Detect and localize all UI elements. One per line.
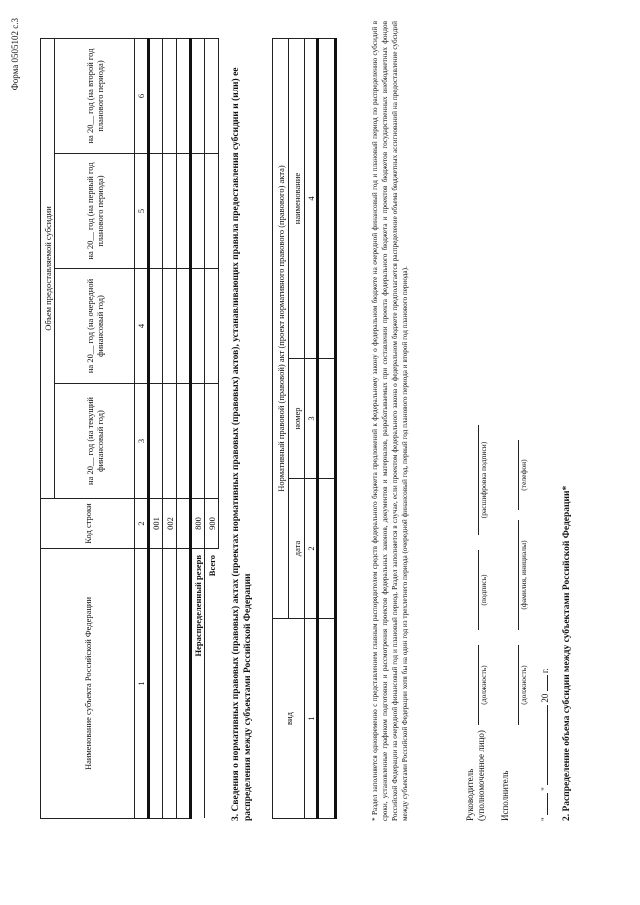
header-kind: вид [273,619,305,819]
header-act: Нормативный правовой (правовой) акт (проект нормативного правового (правового) акта) [273,38,289,618]
executor-fio-caption: (фамилия, инициалы) [519,540,528,610]
date-year-prefix: 20 [540,693,550,703]
date-quote-close: " [540,787,550,791]
region-cell [177,549,191,819]
head-position-line [466,645,479,725]
executor-position-line [506,645,519,725]
executor-phone-line [506,440,519,510]
executor-label: Исполнитель [500,770,510,821]
col-number: 4 [305,38,318,358]
section2-title: 2. Распределение объема субсидии между субъектами Российской Федерации* [562,485,572,821]
col-number: 3 [305,359,318,479]
col-number: 5 [135,154,149,269]
normative-acts-table [272,38,337,819]
header-number: номер [289,359,305,479]
header-date: дата [289,479,305,619]
region-cell [149,549,163,819]
header-year-plan1: на 20__ год (на первый год планового периода) [55,154,135,269]
form-code: Форма 0505102 с.3 [10,18,20,91]
col-number: 1 [135,549,149,819]
total-row [205,38,219,818]
reserve-row [191,38,205,818]
header-region: Наименование субъекта Российской Федерации [41,549,135,819]
col-number: 4 [135,269,149,384]
reserve-label: Нераспределенный резерв [191,549,205,819]
header-year-plan2: на 20__ год (на второй год планового периода) [55,38,135,153]
header-volume: Объем предоставляемой субсидии [41,38,55,498]
executor-position-caption: (должность) [519,665,528,705]
head-signature-caption: (подпись) [479,574,488,606]
row-code: 002 [163,499,177,549]
table-row [318,38,336,818]
header-year-current: на 20__ год (на текущий финансовый год) [55,384,135,499]
head-position-caption: (должность) [479,665,488,705]
head-decoding-line [466,425,479,535]
executor-fio-line [506,520,519,630]
date-quote-open: " [540,817,550,821]
head-signature-line [466,550,479,630]
executor-phone-caption: (телефон) [519,459,528,491]
col-number: 2 [135,499,149,549]
row-code: 001 [149,499,163,549]
header-year-next: на 20__ год (на очередной финансовый год) [55,269,135,384]
col-number: 6 [135,38,149,153]
footnote: * Раздел заполняется одновременно с представлением главным распорядителем средств федерального бюджета предложений к федеральному закону о федеральном бюджете на очередной финансовый год и плановый период по распределению субсидий в сроки, установленные графиком подготовки и рассмотрения проектов федеральных законов, документов и материалов, разрабатываемых при составлении проекта федерального бюджета и проектов бюджетов государственных внебюджетных фондов Российской Федерации на очередной финансовый год и плановый период. Раздел заполняется в случае, если проектом федерального закона о федеральном бюджете предполагается распределение объема бюджетных ассигнований на предоставление субсидий между субъектами Российской Федерации хотя бы на один год из трехлетнего периода (очередной финансовый год, первый год планового периода и второй год планового периода). [371,21,409,821]
col-number: 2 [305,479,318,619]
table-row [177,38,191,818]
col-number: 3 [135,384,149,499]
head-sub: (уполномоченное лицо) [476,730,486,821]
head-decoding-caption: (расшифровка подписи) [479,441,488,519]
date-year-suffix: г. [540,668,550,674]
total-label: Всего [205,549,219,819]
date-line [540,668,550,821]
section3-title: 3. Сведения о нормативных правовых (правовых) актах (проектах нормативных правовых (правовых) актов), устанавливающих правила предоставления субсидии и (или) ее распределения между субъектами Российской Федерации [231,67,253,821]
header-name: наименование [289,38,305,358]
subsidy-distribution-table [40,38,219,819]
total-code: 900 [205,499,219,549]
header-code: Код строки [41,499,135,549]
table-row [163,38,177,818]
table-row [149,38,163,818]
head-label: Руководитель [465,768,475,821]
region-cell [163,549,177,819]
reserve-code: 800 [191,499,205,549]
col-number: 1 [305,619,318,819]
